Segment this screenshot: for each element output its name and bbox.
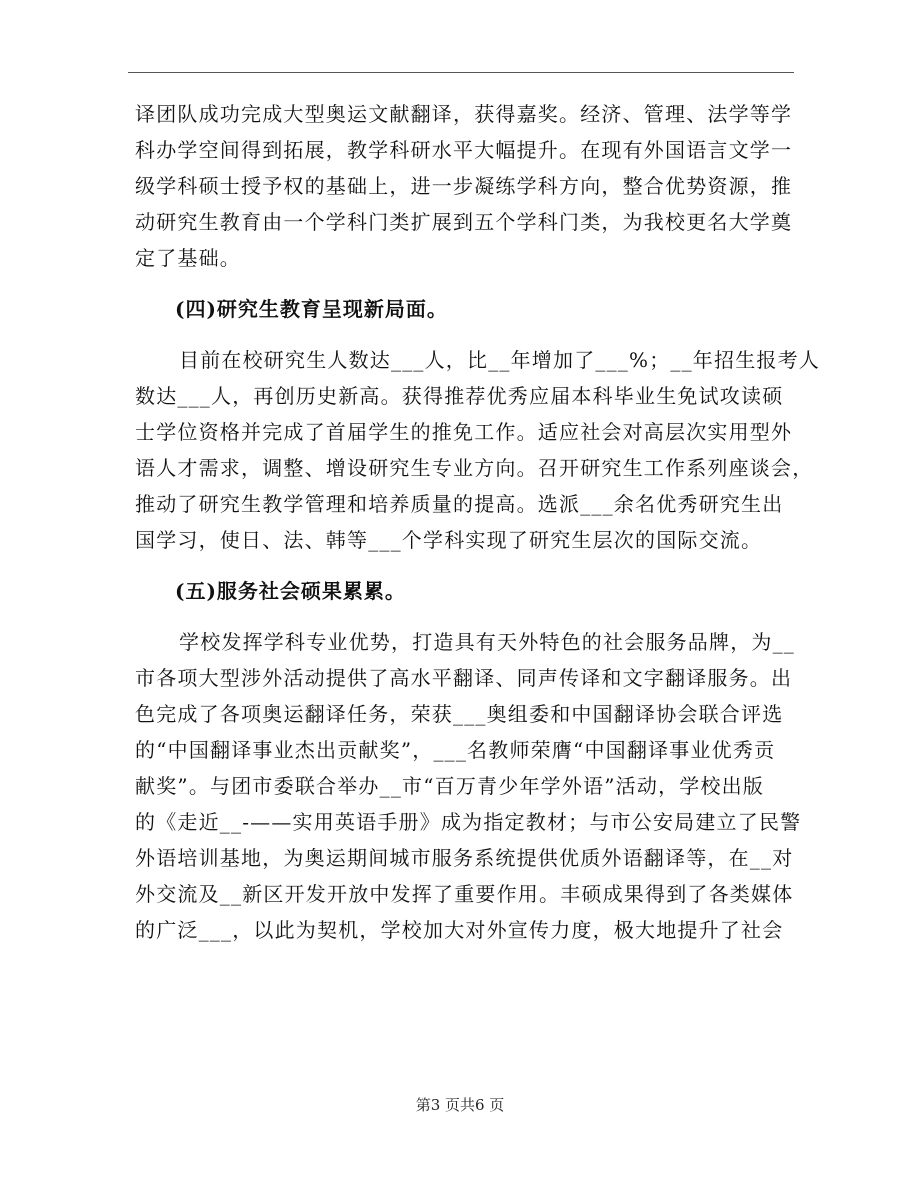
section-heading-4: (四)研究生教育呈现新局面。	[175, 297, 448, 321]
paragraph-graduate-education	[135, 342, 821, 558]
document-body	[135, 96, 821, 948]
text-line: 的广泛___，以此为契机，学校加大对外宣传力度，极大地提升了社会	[135, 918, 784, 942]
paragraph-continuation	[135, 96, 793, 276]
text-line: 译团队成功完成大型奥运文献翻译，获得嘉奖。经济、管理、法学等学	[135, 102, 793, 126]
text-line: 国学习，使日、法、韩等___个学科实现了研究生层次的国际交流。	[135, 528, 763, 552]
text-line: 学校发挥学科专业优势，打造具有天外特色的社会服务品牌，为__	[179, 630, 795, 654]
text-line: 士学位资格并完成了首届学生的推免工作。适应社会对高层次实用型外	[135, 420, 793, 444]
text-line: 外语培训基地，为奥运期间城市服务系统提供优质外语翻译等，在__对	[135, 846, 794, 870]
text-line: 外交流及__新区开发开放中发挥了重要作用。丰硕成果得到了各类媒体	[135, 882, 794, 906]
paragraph-social-service	[135, 624, 802, 948]
header-rule	[128, 72, 794, 73]
text-line: 献奖”。与团市委联合举办__市“百万青少年学外语”活动，学校出版	[135, 774, 765, 798]
page-number: 第3 页共6 页	[415, 1096, 505, 1114]
text-line: 定了基础。	[135, 246, 241, 270]
text-line: 数达___人，再创历史新高。获得推荐优秀应届本科毕业生免试攻读硕	[135, 384, 784, 408]
text-line: 级学科硕士授予权的基础上，进一步凝练学科方向，整合优势资源，推	[135, 174, 793, 198]
text-line: 的《走近__-——实用英语手册》成为指定教材；与市公安局建立了民警	[135, 810, 802, 834]
text-line: 科办学空间得到拓展，教学科研水平大幅提升。在现有外国语言文学一	[135, 138, 793, 162]
section-heading-5: (五)服务社会硕果累累。	[175, 579, 406, 603]
text-line: 推动了研究生教学管理和培养质量的提高。选派___余名优秀研究生出	[135, 492, 784, 516]
text-line: 目前在校研究生人数达___人，比__年增加了___%；__年招生报考人	[179, 348, 821, 372]
text-line: 语人才需求，调整、增设研究生专业方向。召开研究生工作系列座谈会，	[135, 456, 814, 480]
text-line: 的“中国翻译事业杰出贡献奖”，___名教师荣膺“中国翻译事业优秀贡	[135, 738, 776, 762]
text-line: 市各项大型涉外活动提供了高水平翻译、同声传译和文字翻译服务。出	[135, 666, 793, 690]
text-line: 色完成了各项奥运翻译任务，荣获___奥组委和中国翻译协会联合评选	[135, 702, 784, 726]
text-line: 动研究生教育由一个学科门类扩展到五个学科门类，为我校更名大学奠	[135, 210, 793, 234]
